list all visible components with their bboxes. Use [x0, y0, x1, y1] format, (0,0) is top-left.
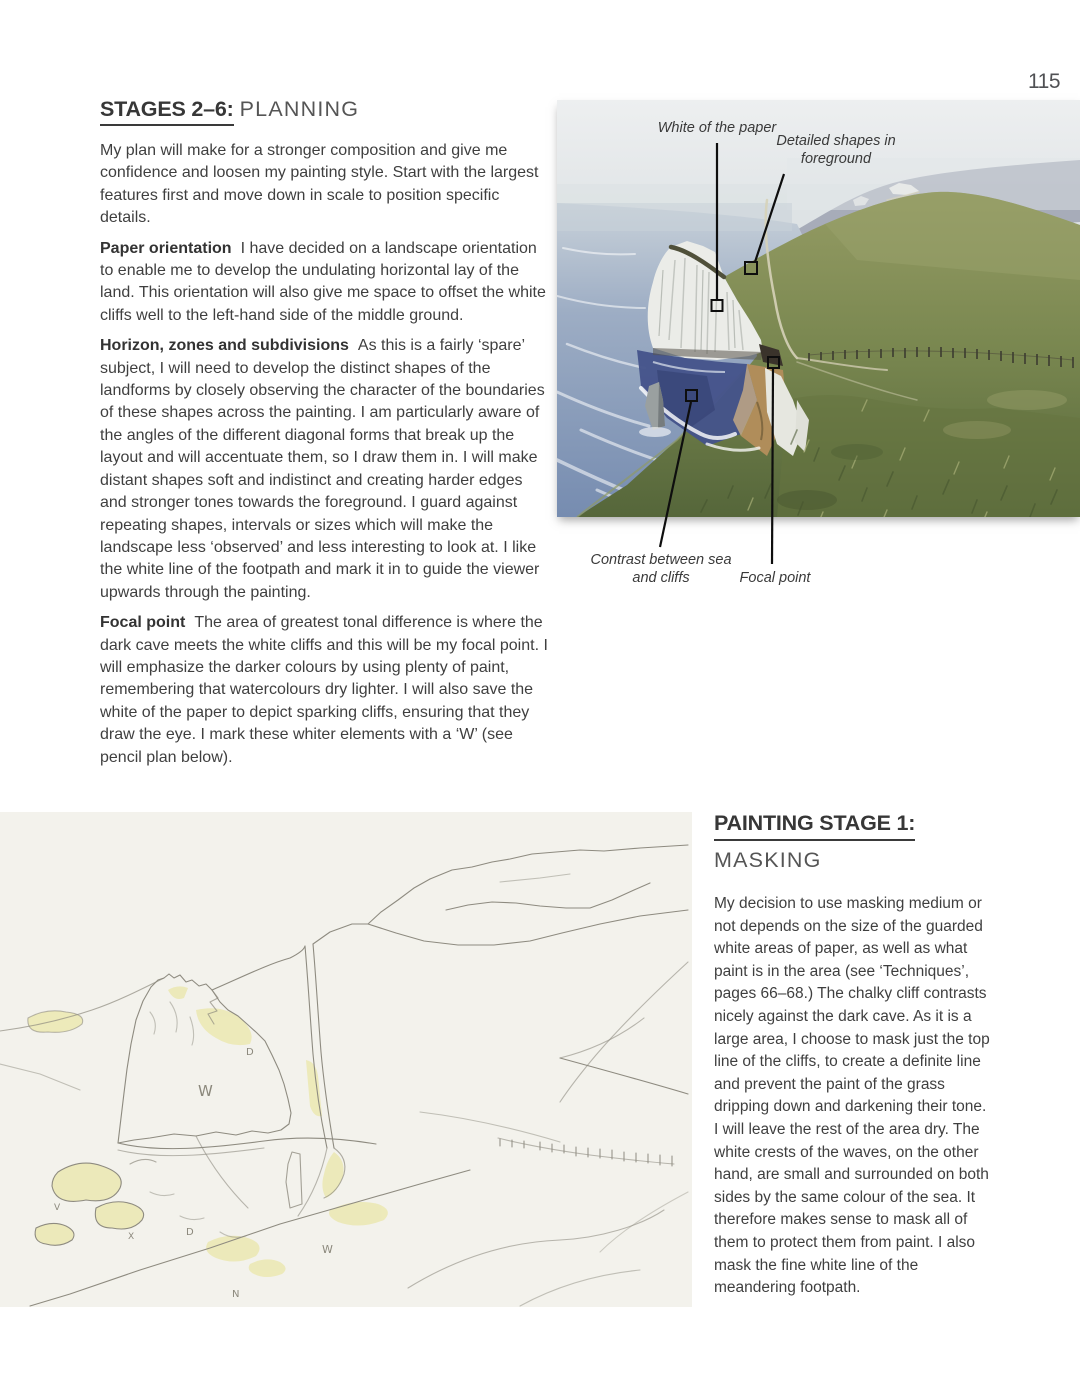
sketch-mark-d2: D: [186, 1227, 194, 1238]
annotation-label-focal-point: Focal point: [739, 570, 811, 586]
painting-stage-heading-light: MASKING: [714, 848, 822, 872]
paragraph-lead: Paper orientation: [100, 239, 232, 257]
paragraph-text: As this is a fairly ‘spare’ subject, I will need to develop the distinct shapes of the landforms by closely observing the character of the boundaries of these shapes across the painting. I am particularly aware of the angles of the different diagonal forms that break up the layout and will accentuate them, so I draw them in. I will make distant shapes soft and indistinct and creating harder edges and stronger tones towards the foreground. I guard against repeating shapes, intervals or sizes which will make the landscape less ‘observed’ and less interesting to look at. I like the white line of the footpath and mark it in to guide the viewer upwards through the painting.: [100, 337, 545, 601]
paragraph-lead: Horizon, zones and subdivisions: [100, 337, 349, 355]
section-heading-light: PLANNING: [239, 97, 360, 121]
pencil-sketch-svg: [0, 812, 692, 1307]
paragraph-text: The area of greatest tonal difference is where the dark cave meets the white cliffs and this will be my focal point. I will emphasize the darker colours by using plenty of paint, remembering that watercolours dry lighter. I will also save the white of the paper to depict sparking cliffs, ensuring that they draw the eye. I mark these whiter elements with a ‘W’ (see pencil plan below).: [100, 614, 548, 766]
sketch-mark-w: W: [198, 1082, 213, 1100]
paragraph-focal-point: [100, 612, 552, 769]
intro-paragraph: My plan will make for a stronger composition and give me confidence and loosen my painting style. Start with the largest features first and move down in scale to position specific details.: [100, 142, 539, 227]
painting-stage-heading: [714, 810, 994, 873]
sketch-mark-x: X: [128, 1232, 135, 1242]
annotation-label-contrast: Contrast between sea and cliffs: [590, 552, 732, 586]
right-column: [714, 810, 994, 1300]
section-heading: [100, 96, 552, 122]
paragraph-text: I have decided on a landscape orientation to enable me to develop the undulating horizontal lay of the land. This orientation will also give me space to offset the white cliffs well to the left-hand side of the middle ground.: [100, 239, 546, 324]
section-heading-bold: STAGES 2–6:: [100, 97, 234, 126]
painting-stage-heading-bold: PAINTING STAGE 1:: [714, 810, 915, 841]
paragraph-lead: Focal point: [100, 614, 186, 632]
sketch-mark-d: D: [246, 1047, 254, 1058]
pencil-plan-sketch: [0, 812, 692, 1307]
left-column: [100, 96, 552, 777]
sketch-paper: [0, 812, 692, 1307]
sketch-mark-v: V: [54, 1203, 61, 1213]
sketch-mark-w2: W: [322, 1243, 333, 1256]
masking-paragraph: My decision to use masking medium or not depends on the size of the guarded white areas of paper, as well as what paint is in the area (see ‘Techniques’, pages 66–68.) The chalky cliff contrasts nicely against the dark cave. As it is a large area, I choose to mask just the top line of the cliffs, to create a definite line and prevent the paint of the grass dripping down and darkening their tone. I will leave the rest of the area dry. The white crests of the waves, on the other hand, are small and surrounded on both sides by the same colour of the sea. It therefore makes sense to mask all of them to protect them from paint. I also mask the fine white line of the meandering footpath.: [714, 895, 990, 1297]
annotated-photo-block: [557, 100, 1080, 600]
left-body: [100, 140, 552, 769]
annotation-label-detailed-shapes: Detailed shapes in foreground: [776, 133, 896, 167]
annotation-label-white-of-paper: White of the paper: [657, 120, 777, 136]
page-number: 115: [1028, 70, 1060, 93]
paragraph-paper-orientation: [100, 238, 552, 328]
paragraph-horizon-zones: [100, 335, 552, 604]
sketch-mark-n: N: [232, 1289, 240, 1300]
